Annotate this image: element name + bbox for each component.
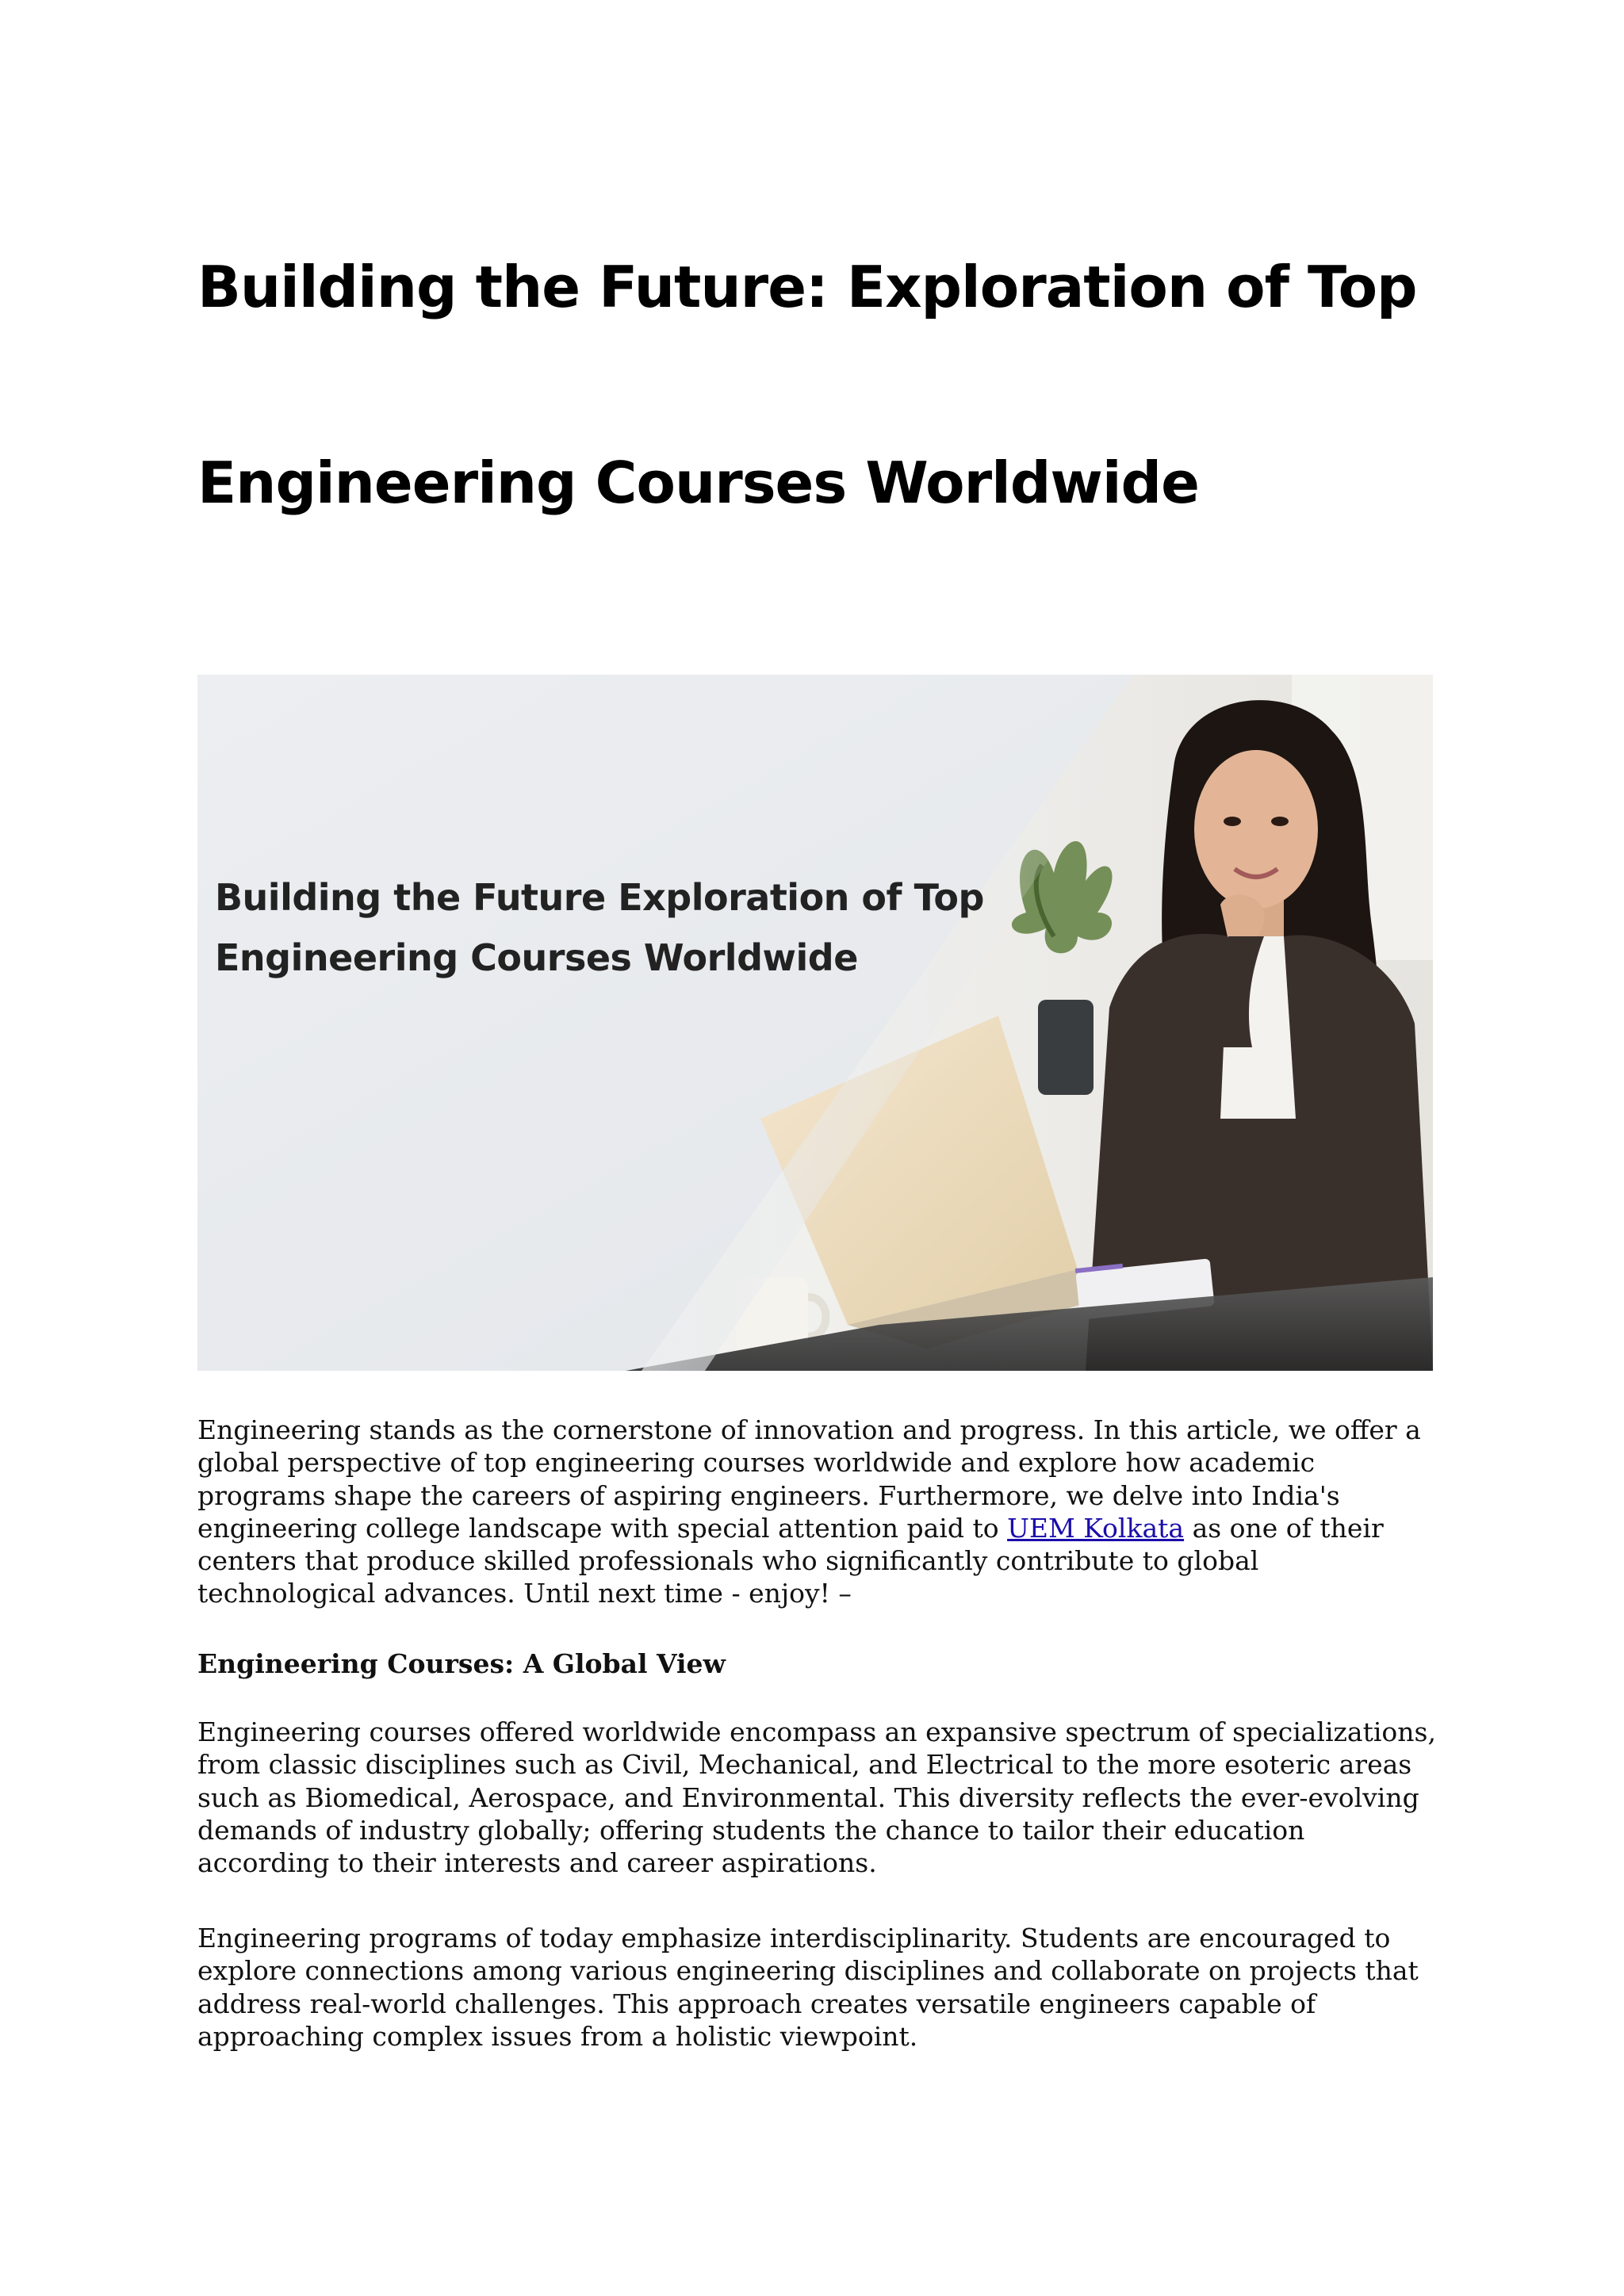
intro-text-start: Engineering stands as the cornerstone of innovation and progress. In this article, we offer a global perspective of top engineering courses worldwide and explore how academic programs shape the careers of aspiring engineers. Furthermore, we delve into India's engineering college landscape with special attention paid to <box>197 1414 1421 1544</box>
page-title-line-2: Engineering Courses Worldwide <box>197 450 1199 516</box>
uem-kolkata-link[interactable]: UEM Kolkata <box>1007 1512 1185 1544</box>
body-paragraph-3: Engineering programs of today emphasize interdisciplinarity. Students are encouraged to explore connections among various engineering disciplines and collaborate on projects that address real-world challenges. This approach creates versatile engineers capable of approaching complex issues from a holistic viewpoint. <box>197 1923 1419 2052</box>
intro-text-end: as one of their centers that produce skilled professionals who significantly contribute to global technological advances. Until next time - enjoy! – <box>197 1512 1384 1609</box>
hero-image <box>197 675 1433 1371</box>
page-title-line-1: Building the Future: Exploration of Top <box>197 254 1417 320</box>
hero-photo-illustration <box>197 675 1433 1371</box>
section-heading: Engineering Courses: A Global View <box>197 1648 726 1679</box>
hero-caption-line-1: Building the Future Exploration of Top <box>215 876 984 919</box>
hero-caption-line-2: Engineering Courses Worldwide <box>215 936 858 979</box>
body-paragraph-2: Engineering courses offered worldwide encompass an expansive spectrum of specializations, from classic disciplines such as Civil, Mechanical, and Electrical to the more esoteric areas such as Biomedical, Aerospace, and Environmental. This diversity reflects the ever-evolving demands of industry globally; offering students the chance to tailor their education according to their interests and career aspirations. <box>197 1716 1436 1879</box>
intro-paragraph <box>197 1414 1442 1610</box>
